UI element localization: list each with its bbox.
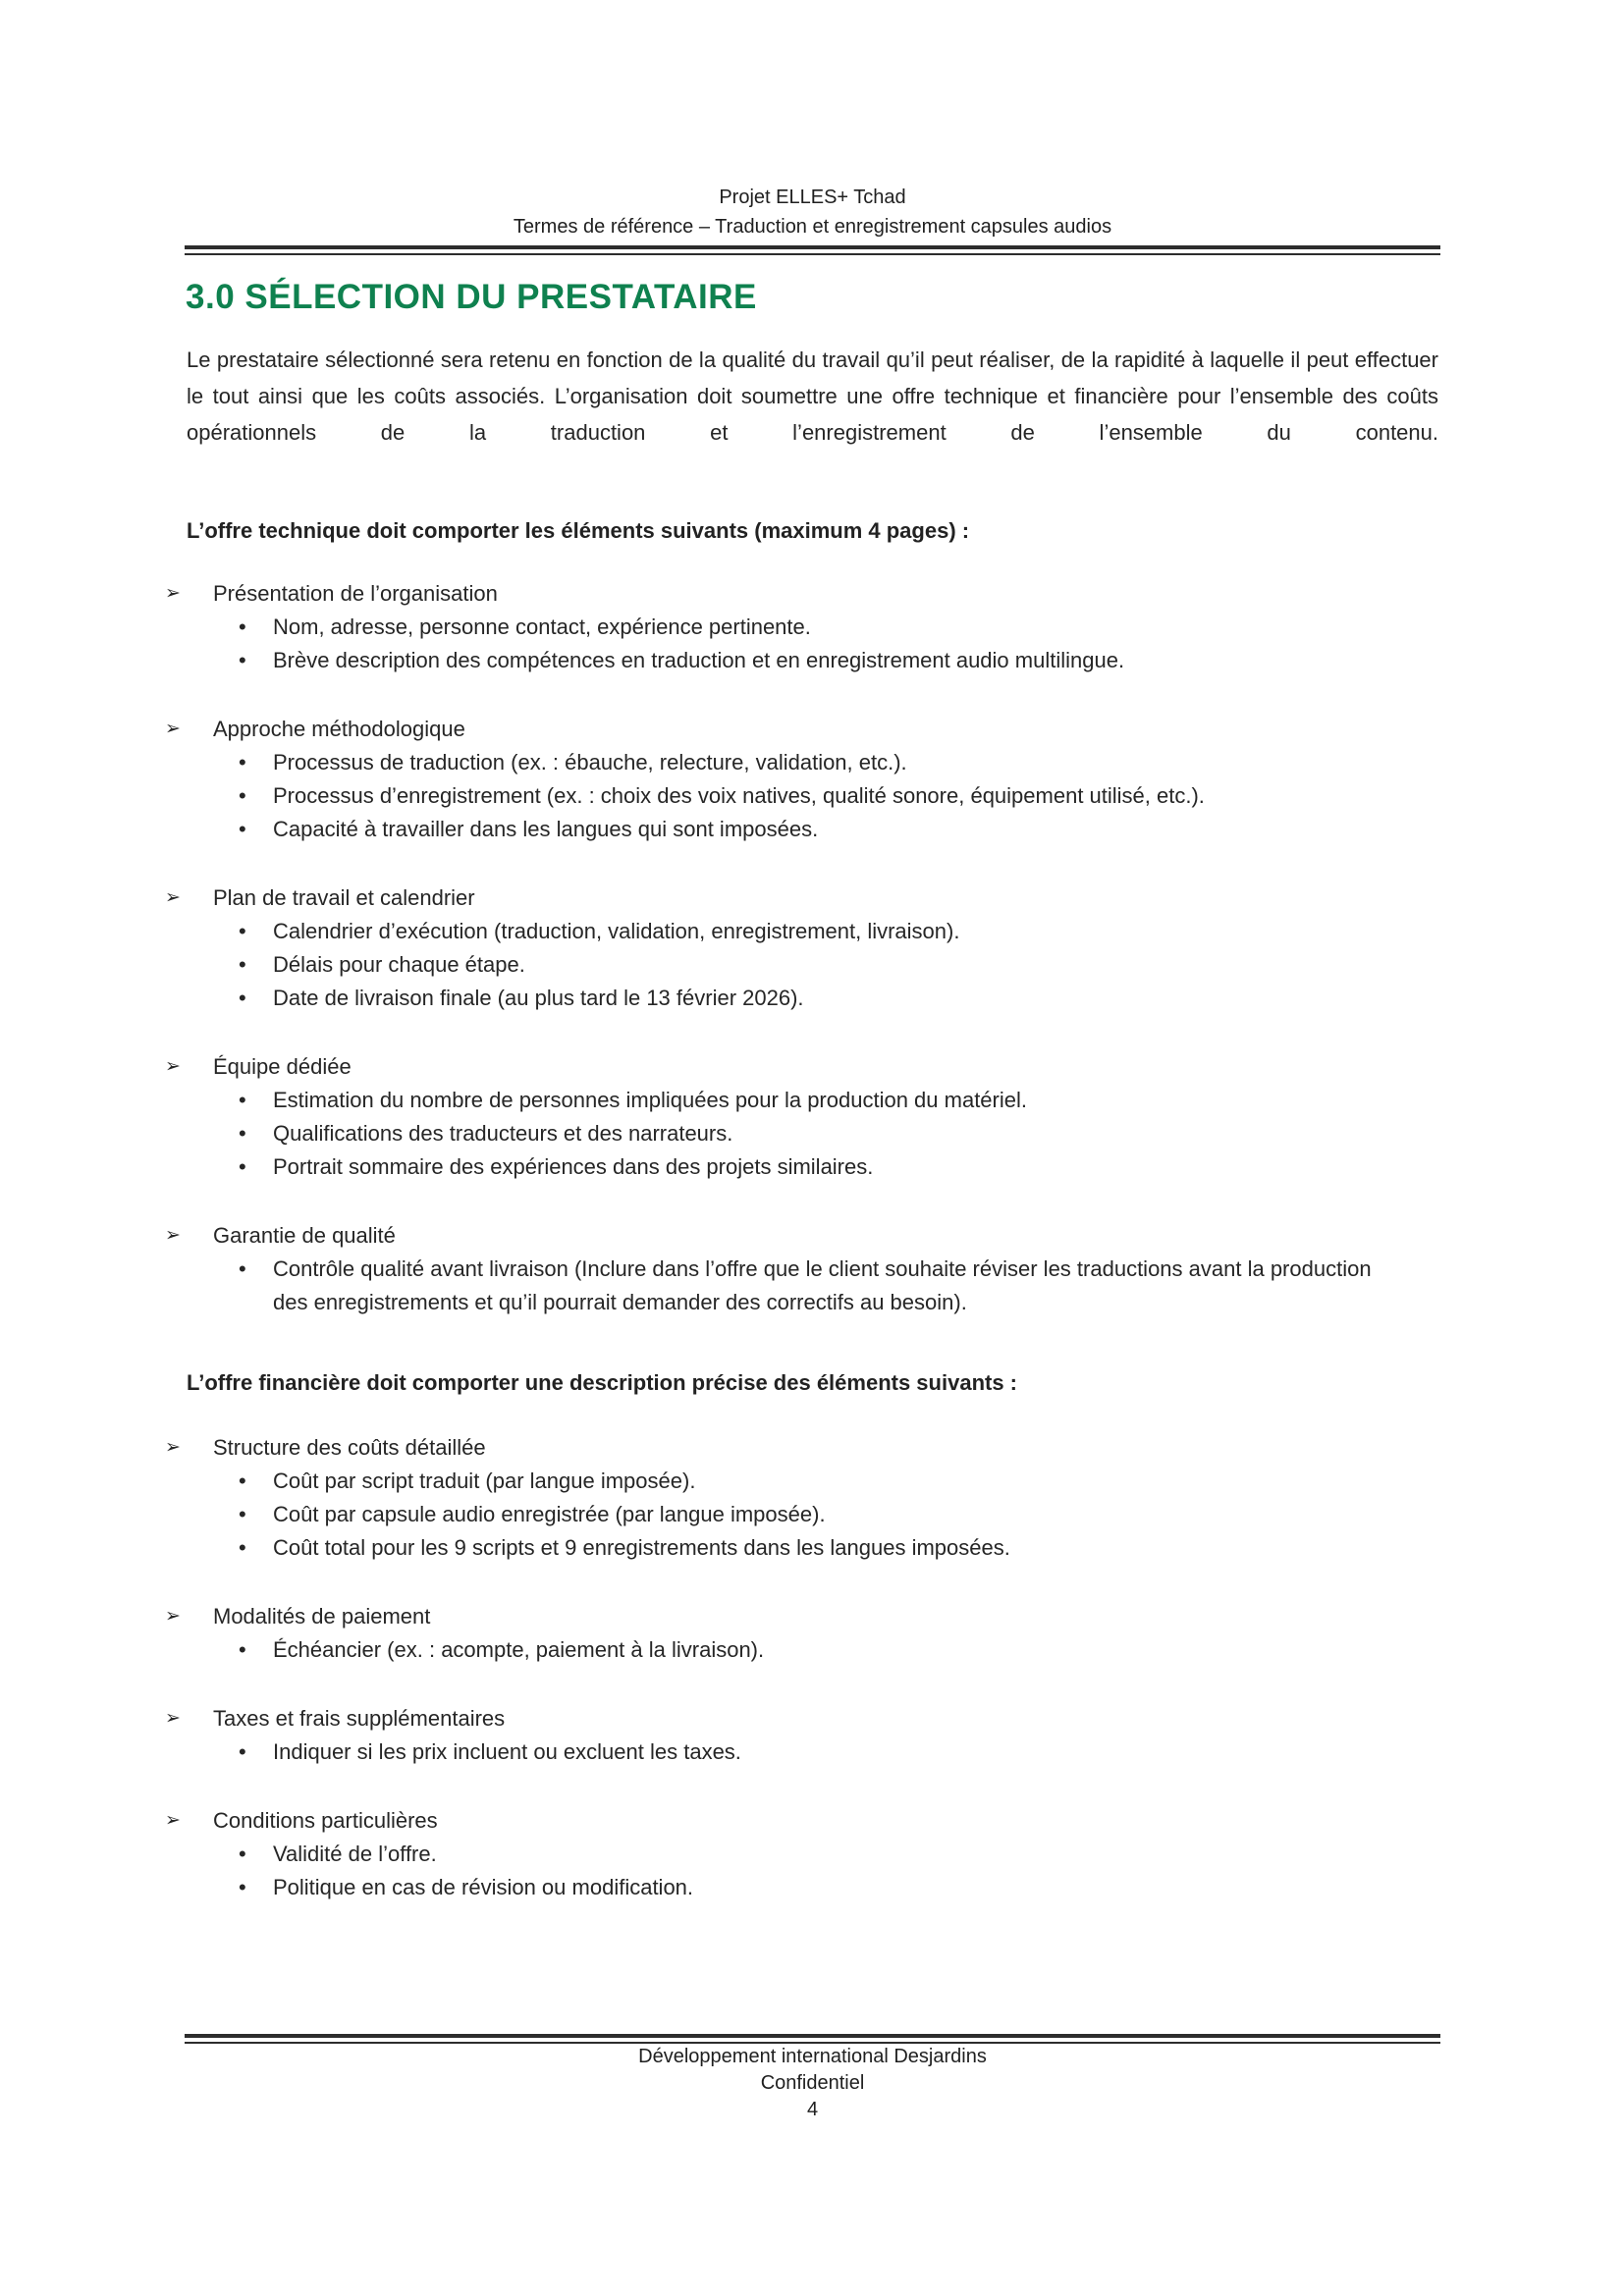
bullet-item bbox=[165, 1084, 1438, 1117]
dot-bullet-icon: • bbox=[239, 986, 246, 1010]
bullet-text: Processus de traduction (ex. : ébauche, relecture, validation, etc.). bbox=[273, 750, 907, 774]
bullet-item bbox=[165, 915, 1438, 948]
bullet-item bbox=[165, 1838, 1438, 1871]
bullet-text: Qualifications des traducteurs et des narrateurs. bbox=[273, 1121, 733, 1146]
bullet-item bbox=[165, 779, 1438, 813]
bullet-text: Politique en cas de révision ou modification. bbox=[273, 1875, 694, 1899]
offer-section bbox=[165, 1219, 1438, 1319]
dot-bullet-icon: • bbox=[239, 1154, 246, 1179]
bullet-text: Date de livraison finale (au plus tard le 13 février 2026). bbox=[273, 986, 804, 1010]
arrow-bullet-icon: ➢ bbox=[165, 1437, 181, 1458]
bullet-text: Échéancier (ex. : acompte, paiement à la livraison). bbox=[273, 1637, 765, 1662]
dot-bullet-icon: • bbox=[239, 1502, 246, 1526]
section-label: Équipe dédiée bbox=[213, 1054, 352, 1079]
arrow-bullet-icon: ➢ bbox=[165, 1056, 181, 1077]
bullet-item bbox=[165, 644, 1438, 677]
offer-section bbox=[165, 1600, 1438, 1667]
section-label: Présentation de l’organisation bbox=[213, 581, 498, 606]
dot-bullet-icon: • bbox=[239, 1468, 246, 1493]
bullet-text: Contrôle qualité avant livraison (Inclure dans l’offre que le client souhaite réviser les traductions avant la production des enregistrements et qu’il pourrait demander des correctifs au besoin). bbox=[273, 1256, 1372, 1314]
financial-offer-list bbox=[165, 1431, 1438, 1904]
bullet-text: Portrait sommaire des expériences dans des projets similaires. bbox=[273, 1154, 874, 1179]
bullet-item bbox=[165, 948, 1438, 982]
footer-confidential-label: Confidentiel bbox=[760, 2072, 865, 2094]
bullet-item bbox=[165, 746, 1438, 779]
bullet-text: Estimation du nombre de personnes impliquées pour la production du matériel. bbox=[273, 1088, 1027, 1112]
section-label-line bbox=[165, 1702, 1438, 1735]
arrow-bullet-icon: ➢ bbox=[165, 1225, 181, 1246]
dot-bullet-icon: • bbox=[239, 783, 246, 808]
header-document-title: Termes de référence – Traduction et enregistrement capsules audios bbox=[513, 216, 1112, 238]
bullet-item bbox=[165, 1633, 1438, 1667]
section-label: Plan de travail et calendrier bbox=[213, 885, 475, 910]
dot-bullet-icon: • bbox=[239, 817, 246, 841]
bullet-item bbox=[165, 1531, 1438, 1565]
bullet-text: Brève description des compétences en traduction et en enregistrement audio multilingue. bbox=[273, 648, 1125, 672]
section-label: Modalités de paiement bbox=[213, 1604, 431, 1629]
section-label-line bbox=[165, 881, 1438, 915]
technical-offer-list bbox=[165, 577, 1438, 1319]
offer-section bbox=[165, 577, 1438, 677]
dot-bullet-icon: • bbox=[239, 1739, 246, 1764]
financial-offer-heading: L’offre financière doit comporter une description précise des éléments suivants : bbox=[187, 1370, 1018, 1395]
offer-section bbox=[165, 1804, 1438, 1904]
dot-bullet-icon: • bbox=[239, 1121, 246, 1146]
page-header bbox=[187, 183, 1438, 241]
offer-section bbox=[165, 1050, 1438, 1184]
arrow-bullet-icon: ➢ bbox=[165, 1810, 181, 1831]
dot-bullet-icon: • bbox=[239, 648, 246, 672]
bullet-text: Délais pour chaque étape. bbox=[273, 952, 525, 977]
section-label: Conditions particulières bbox=[213, 1808, 438, 1833]
bullet-text: Calendrier d’exécution (traduction, validation, enregistrement, livraison). bbox=[273, 919, 960, 943]
bullet-text: Coût total pour les 9 scripts et 9 enregistrements dans les langues imposées. bbox=[273, 1535, 1010, 1560]
arrow-bullet-icon: ➢ bbox=[165, 583, 181, 604]
technical-offer-heading: L’offre technique doit comporter les éléments suivants (maximum 4 pages) : bbox=[187, 518, 970, 543]
section-label-line bbox=[165, 713, 1438, 746]
bullet-text: Nom, adresse, personne contact, expérience pertinente. bbox=[273, 614, 811, 639]
bullet-text: Capacité à travailler dans les langues qui sont imposées. bbox=[273, 817, 819, 841]
bullet-text: Validité de l’offre. bbox=[273, 1842, 437, 1866]
dot-bullet-icon: • bbox=[239, 1875, 246, 1899]
dot-bullet-icon: • bbox=[239, 952, 246, 977]
page-footer bbox=[187, 2044, 1438, 2123]
intro-paragraph: Le prestataire sélectionné sera retenu en fonction de la qualité du travail qu’il peut réaliser, de la rapidité à laquelle il peut effectuer le tout ainsi que les coûts associés. L’organisation doit soumettre une offre technique et financière pour l’ensemble des coûts opérationnels de la traduction et l’enregistrement de l’ensemble du contenu. bbox=[187, 347, 1438, 445]
dot-bullet-icon: • bbox=[239, 1535, 246, 1560]
dot-bullet-icon: • bbox=[239, 1088, 246, 1112]
section-label: Approche méthodologique bbox=[213, 717, 465, 741]
arrow-bullet-icon: ➢ bbox=[165, 719, 181, 739]
section-label: Structure des coûts détaillée bbox=[213, 1435, 486, 1460]
bullet-text: Coût par script traduit (par langue imposée). bbox=[273, 1468, 696, 1493]
offer-section bbox=[165, 881, 1438, 1015]
header-divider bbox=[185, 245, 1440, 255]
section-label-line bbox=[165, 1804, 1438, 1838]
bullet-text: Processus d’enregistrement (ex. : choix des voix natives, qualité sonore, équipement utilisé, etc.). bbox=[273, 783, 1205, 808]
offer-section bbox=[165, 1702, 1438, 1769]
bullet-item bbox=[165, 813, 1438, 846]
footer-page-number: 4 bbox=[806, 2099, 819, 2120]
dot-bullet-icon: • bbox=[239, 1256, 246, 1281]
header-project-name: Projet ELLES+ Tchad bbox=[719, 187, 906, 208]
footer-divider bbox=[185, 2034, 1440, 2044]
dot-bullet-icon: • bbox=[239, 750, 246, 774]
bullet-text: Coût par capsule audio enregistrée (par langue imposée). bbox=[273, 1502, 826, 1526]
bullet-item bbox=[165, 1735, 1438, 1769]
section-label: Taxes et frais supplémentaires bbox=[213, 1706, 506, 1731]
arrow-bullet-icon: ➢ bbox=[165, 1708, 181, 1729]
section-label-line bbox=[165, 1050, 1438, 1084]
bullet-text: Indiquer si les prix incluent ou excluent les taxes. bbox=[273, 1739, 741, 1764]
bullet-item bbox=[165, 1465, 1438, 1498]
section-label: Garantie de qualité bbox=[213, 1223, 396, 1248]
bullet-item bbox=[165, 1150, 1438, 1184]
bullet-item bbox=[165, 1871, 1438, 1904]
offer-section bbox=[165, 713, 1438, 846]
footer-organization: Développement international Desjardins bbox=[638, 2046, 987, 2067]
offer-section bbox=[165, 1431, 1438, 1565]
dot-bullet-icon: • bbox=[239, 1637, 246, 1662]
bullet-item bbox=[165, 1498, 1438, 1531]
bullet-item bbox=[165, 1117, 1438, 1150]
dot-bullet-icon: • bbox=[239, 919, 246, 943]
arrow-bullet-icon: ➢ bbox=[165, 1606, 181, 1627]
bullet-item bbox=[165, 982, 1438, 1015]
section-number-title: 3.0 SÉLECTION DU PRESTATAIRE bbox=[186, 278, 757, 316]
dot-bullet-icon: • bbox=[239, 1842, 246, 1866]
bullet-item bbox=[165, 1253, 1438, 1319]
bullet-item bbox=[165, 611, 1438, 644]
arrow-bullet-icon: ➢ bbox=[165, 887, 181, 908]
section-label-line bbox=[165, 577, 1438, 611]
section-label-line bbox=[165, 1219, 1438, 1253]
section-label-line bbox=[165, 1600, 1438, 1633]
section-label-line bbox=[165, 1431, 1438, 1465]
dot-bullet-icon: • bbox=[239, 614, 246, 639]
